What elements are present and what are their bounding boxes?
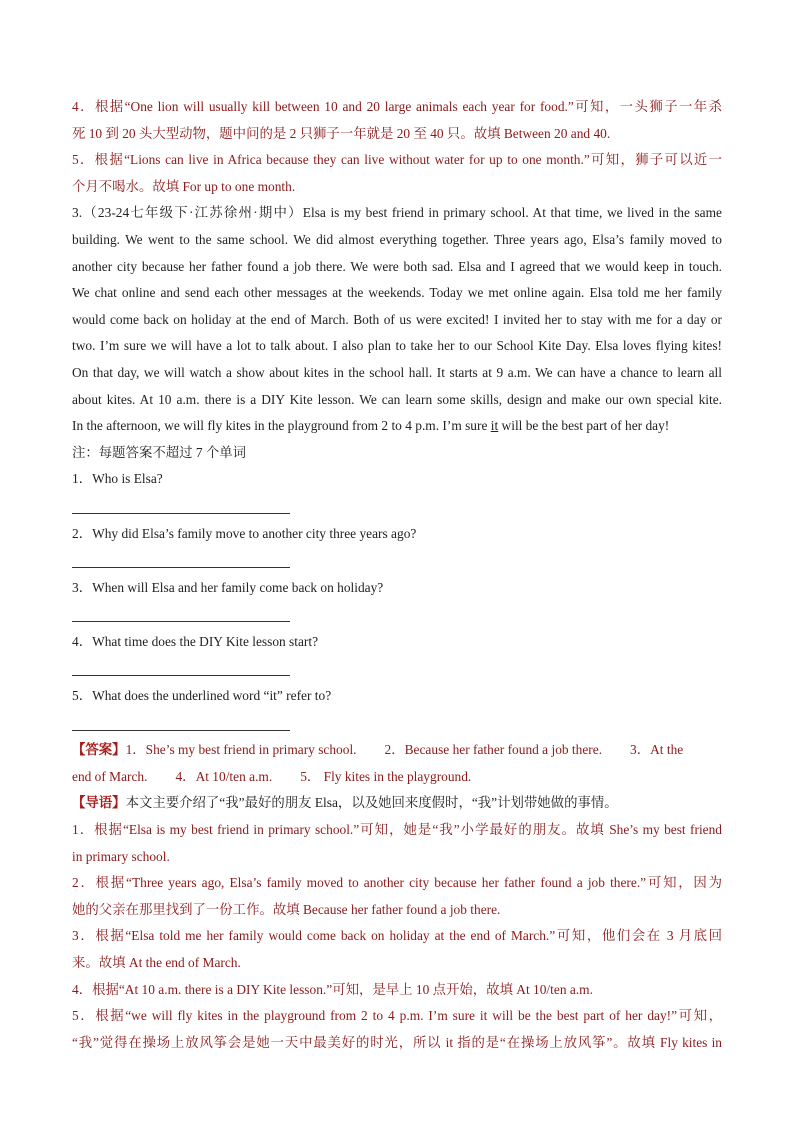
passage-line: two. I’m sure we will have a lot to talk about. I also plan to take her to our School Kite Day. Elsa loves flying kites! — [72, 338, 722, 354]
answer-3-cont: end of March. — [72, 768, 148, 784]
answer-key-line-1 — [72, 737, 722, 764]
question-5 — [72, 683, 722, 731]
guide-text: 本文主要介绍了“我”最好的朋友 Elsa，以及她回来度假时，“我”计划带她做的事情。 — [125, 795, 618, 811]
prev-item-5-line-1: 5．根据“Lions can live in Africa because they can live without water for up to one month.”可知，狮子可以近一 — [72, 152, 722, 168]
prev-item-5-line-2: 个月不喝水。故填 For up to one month. — [72, 178, 296, 194]
question-text: 3．When will Elsa and her family come back on holiday? — [72, 579, 384, 595]
guide-label: 【导语】 — [72, 795, 126, 811]
passage-line: We chat online and send each other messages at the weekends. Today we met online again. Elsa told me her family — [72, 285, 722, 301]
passage-last-line — [72, 413, 722, 440]
answer-5: 5． Fly kites in the playground. — [300, 768, 472, 784]
passage-line: about kites. At 10 a.m. there is a DIY Kite lesson. We can learn some skills, design and make our own special kite. — [72, 391, 722, 407]
explanation-4-line-1: 4．根据“At 10 a.m. there is a DIY Kite lesson.”可知，是早上 10 点开始，故填 At 10/ten a.m. — [72, 981, 593, 997]
question-text: 4．What time does the DIY Kite lesson start? — [72, 633, 319, 649]
explanation-2-line-1: 2．根据“Three years ago, Elsa’s family moved to another city because her father found a job there.”可知，因为 — [72, 875, 722, 891]
answer-label: 【答案】 — [72, 742, 126, 758]
answer-blank-2[interactable] — [72, 547, 290, 568]
passage-line: On that day, we will watch a show about kites in the school hall. It starts at 9 a.m. We can have a chance to learn all — [72, 364, 722, 380]
question-text: 5．What does the underlined word “it” refer to? — [72, 688, 332, 704]
passage-line: another city because her father found a job there. We were both sad. Elsa and I agreed that we would keep in touch. — [72, 258, 722, 274]
question-4 — [72, 629, 722, 677]
answer-4: 4．At 10/ten a.m. — [175, 768, 273, 784]
passage-line: building. We went to the same school. We did almost everything together. Three years ago, Elsa’s family moved to — [72, 231, 722, 247]
answer-blank-5[interactable] — [72, 710, 290, 731]
answer-key-line-2 — [72, 764, 722, 791]
passage-line: would come back on holiday at the end of March. Both of us were excited! I invited her to stay with me for a day or — [72, 311, 722, 327]
question-text: 2．Why did Elsa’s family move to another city three years ago? — [72, 525, 417, 541]
explanation-1-line-1: 1．根据“Elsa is my best friend in primary school.”可知，她是“我”小学最好的朋友。故填 She’s my best friend — [72, 822, 722, 838]
page-content — [72, 94, 722, 1056]
explanation-3-line-1: 3．根据“Elsa told me her family would come back on holiday at the end of March.”可知，他们会在 3 月底回 — [72, 928, 722, 944]
reading-passage — [72, 200, 722, 439]
explanation-5-line-1: 5．根据“we will fly kites in the playground from 2 to 4 p.m. I’m sure it will be the best part of her day!”可知， — [72, 1008, 722, 1024]
answer-3: 3．At the — [630, 742, 684, 758]
guide-line — [72, 790, 722, 817]
answer-1: 1．She’s my best friend in primary school. — [125, 742, 357, 758]
answer-2: 2．Because her father found a job there. — [384, 742, 603, 758]
prev-item-4-line-1: 4．根据“One lion will usually kill between 10 and 20 large animals each year for food.”可知，一头狮子一年杀 — [72, 99, 722, 114]
explanation-3-line-2: 来。故填 At the end of March. — [72, 955, 241, 970]
question-2 — [72, 521, 722, 569]
prev-item-4-line-2: 死 10 到 20 头大型动物，题中问的是 2 只狮子一年就是 20 至 40 只。故填 Between 20 and 40. — [72, 125, 611, 141]
passage-line: 3.（23-24七年级下·江苏徐州·期中）Elsa is my best friend in primary school. At that time, we lived in the same — [72, 205, 722, 221]
question-1 — [72, 466, 722, 514]
underlined-word-it: it — [490, 418, 499, 434]
passage-last-before: In the afternoon, we will fly kites in the playground from 2 to 4 p.m. I’m sure — [72, 418, 491, 434]
answer-blank-3[interactable] — [72, 601, 290, 622]
answer-note: 注：每题答案不超过 7 个单词 — [72, 444, 247, 460]
explanation-1-line-2: in primary school. — [72, 848, 170, 864]
explanation-5-line-2: “我”觉得在操场上放风筝会是她一天中最美好的时光，所以 it 指的是“在操场上放风筝”。故填 Fly kites in — [72, 1034, 722, 1050]
answer-blank-4[interactable] — [72, 655, 290, 676]
answer-blank-1[interactable] — [72, 493, 290, 514]
explanation-2-line-2: 她的父亲在那里找到了一份工作。故填 Because her father found a job there. — [72, 901, 501, 917]
question-3 — [72, 575, 722, 623]
passage-last-after: will be the best part of her day! — [498, 418, 670, 434]
question-text: 1．Who is Elsa? — [72, 471, 163, 487]
